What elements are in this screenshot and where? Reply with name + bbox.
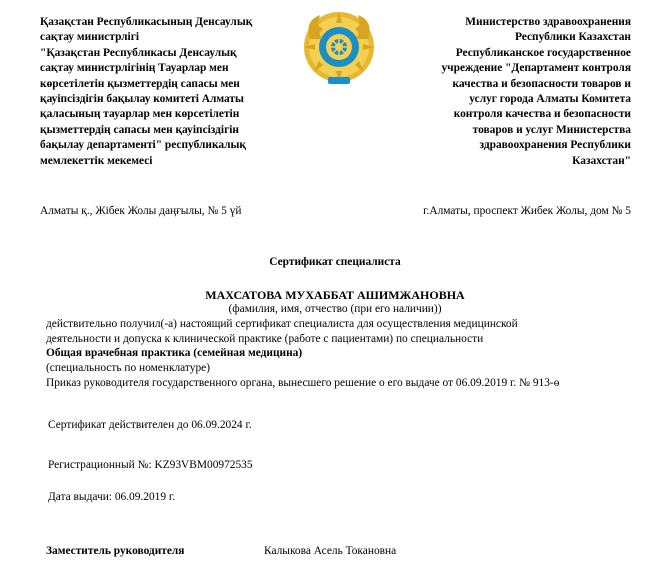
address-kazakh: Алматы қ., Жібек Жолы даңғылы, № 5 үй bbox=[40, 205, 242, 217]
issue-date: Дата выдачи: 06.09.2019 г. bbox=[48, 491, 176, 503]
signatory-title: Заместитель руководителя bbox=[46, 545, 185, 557]
address-russian: г.Алматы, проспект Жибек Жолы, дом № 5 bbox=[423, 205, 631, 217]
kazakhstan-state-emblem-icon bbox=[302, 9, 376, 87]
registration-number: Регистрационный №: KZ93VBM00972535 bbox=[48, 459, 253, 471]
certificate-body-line-2: деятельности и допуска к клинической практике (работе с пациентами) по специальности bbox=[46, 333, 484, 345]
certificate-title: Сертификат специалиста bbox=[269, 256, 401, 268]
signatory-name: Калыкова Асель Токановна bbox=[264, 545, 397, 557]
specialty-caption: (специальность по номенклатуре) bbox=[46, 362, 210, 374]
certificate-body-line-1: действительно получил(-а) настоящий сертификат специалиста для осуществления медицинской bbox=[46, 318, 518, 330]
validity-date: Сертификат действителен до 06.09.2024 г. bbox=[48, 419, 252, 431]
holder-full-name: МАХСАТОВА МУХАББАТ АШИМЖАНОВНА bbox=[205, 288, 465, 302]
full-name-caption: (фамилия, имя, отчество (при его наличии)) bbox=[228, 303, 442, 315]
specialty: Общая врачебная практика (семейная медицина) bbox=[46, 347, 303, 359]
order-reference: Приказ руководителя государственного органа, вынесшего решение о его выдаче от 06.09.2019 г. № 913-ө bbox=[46, 377, 560, 389]
header-russian-org: Министерство здравоохранения Республики Казахстан Республиканское государственное учреждение "Департамент контроля качества и безопасности товаров и услуг города Алматы Комитета контроля качества и безопасности товаров и услуг Министерства здравоохранения Республики Казахстан" bbox=[441, 16, 631, 167]
header-kazakh-org: Қазақстан Республикасының Денсаулық сақтау министрлігі "Қазақстан Республикасы Денсаулық сақтау министрлігінің Тауарлар мен көрсетілетін қызметтердің сапасы мен қауіпсіздігін бақылау комитеті Алматы қаласының тауарлар мен көрсетілетін қызметтердің сапасы мен қауіпсіздігін бақылау департаменті" республикалық мемлекеттік мекемесі bbox=[40, 16, 253, 167]
